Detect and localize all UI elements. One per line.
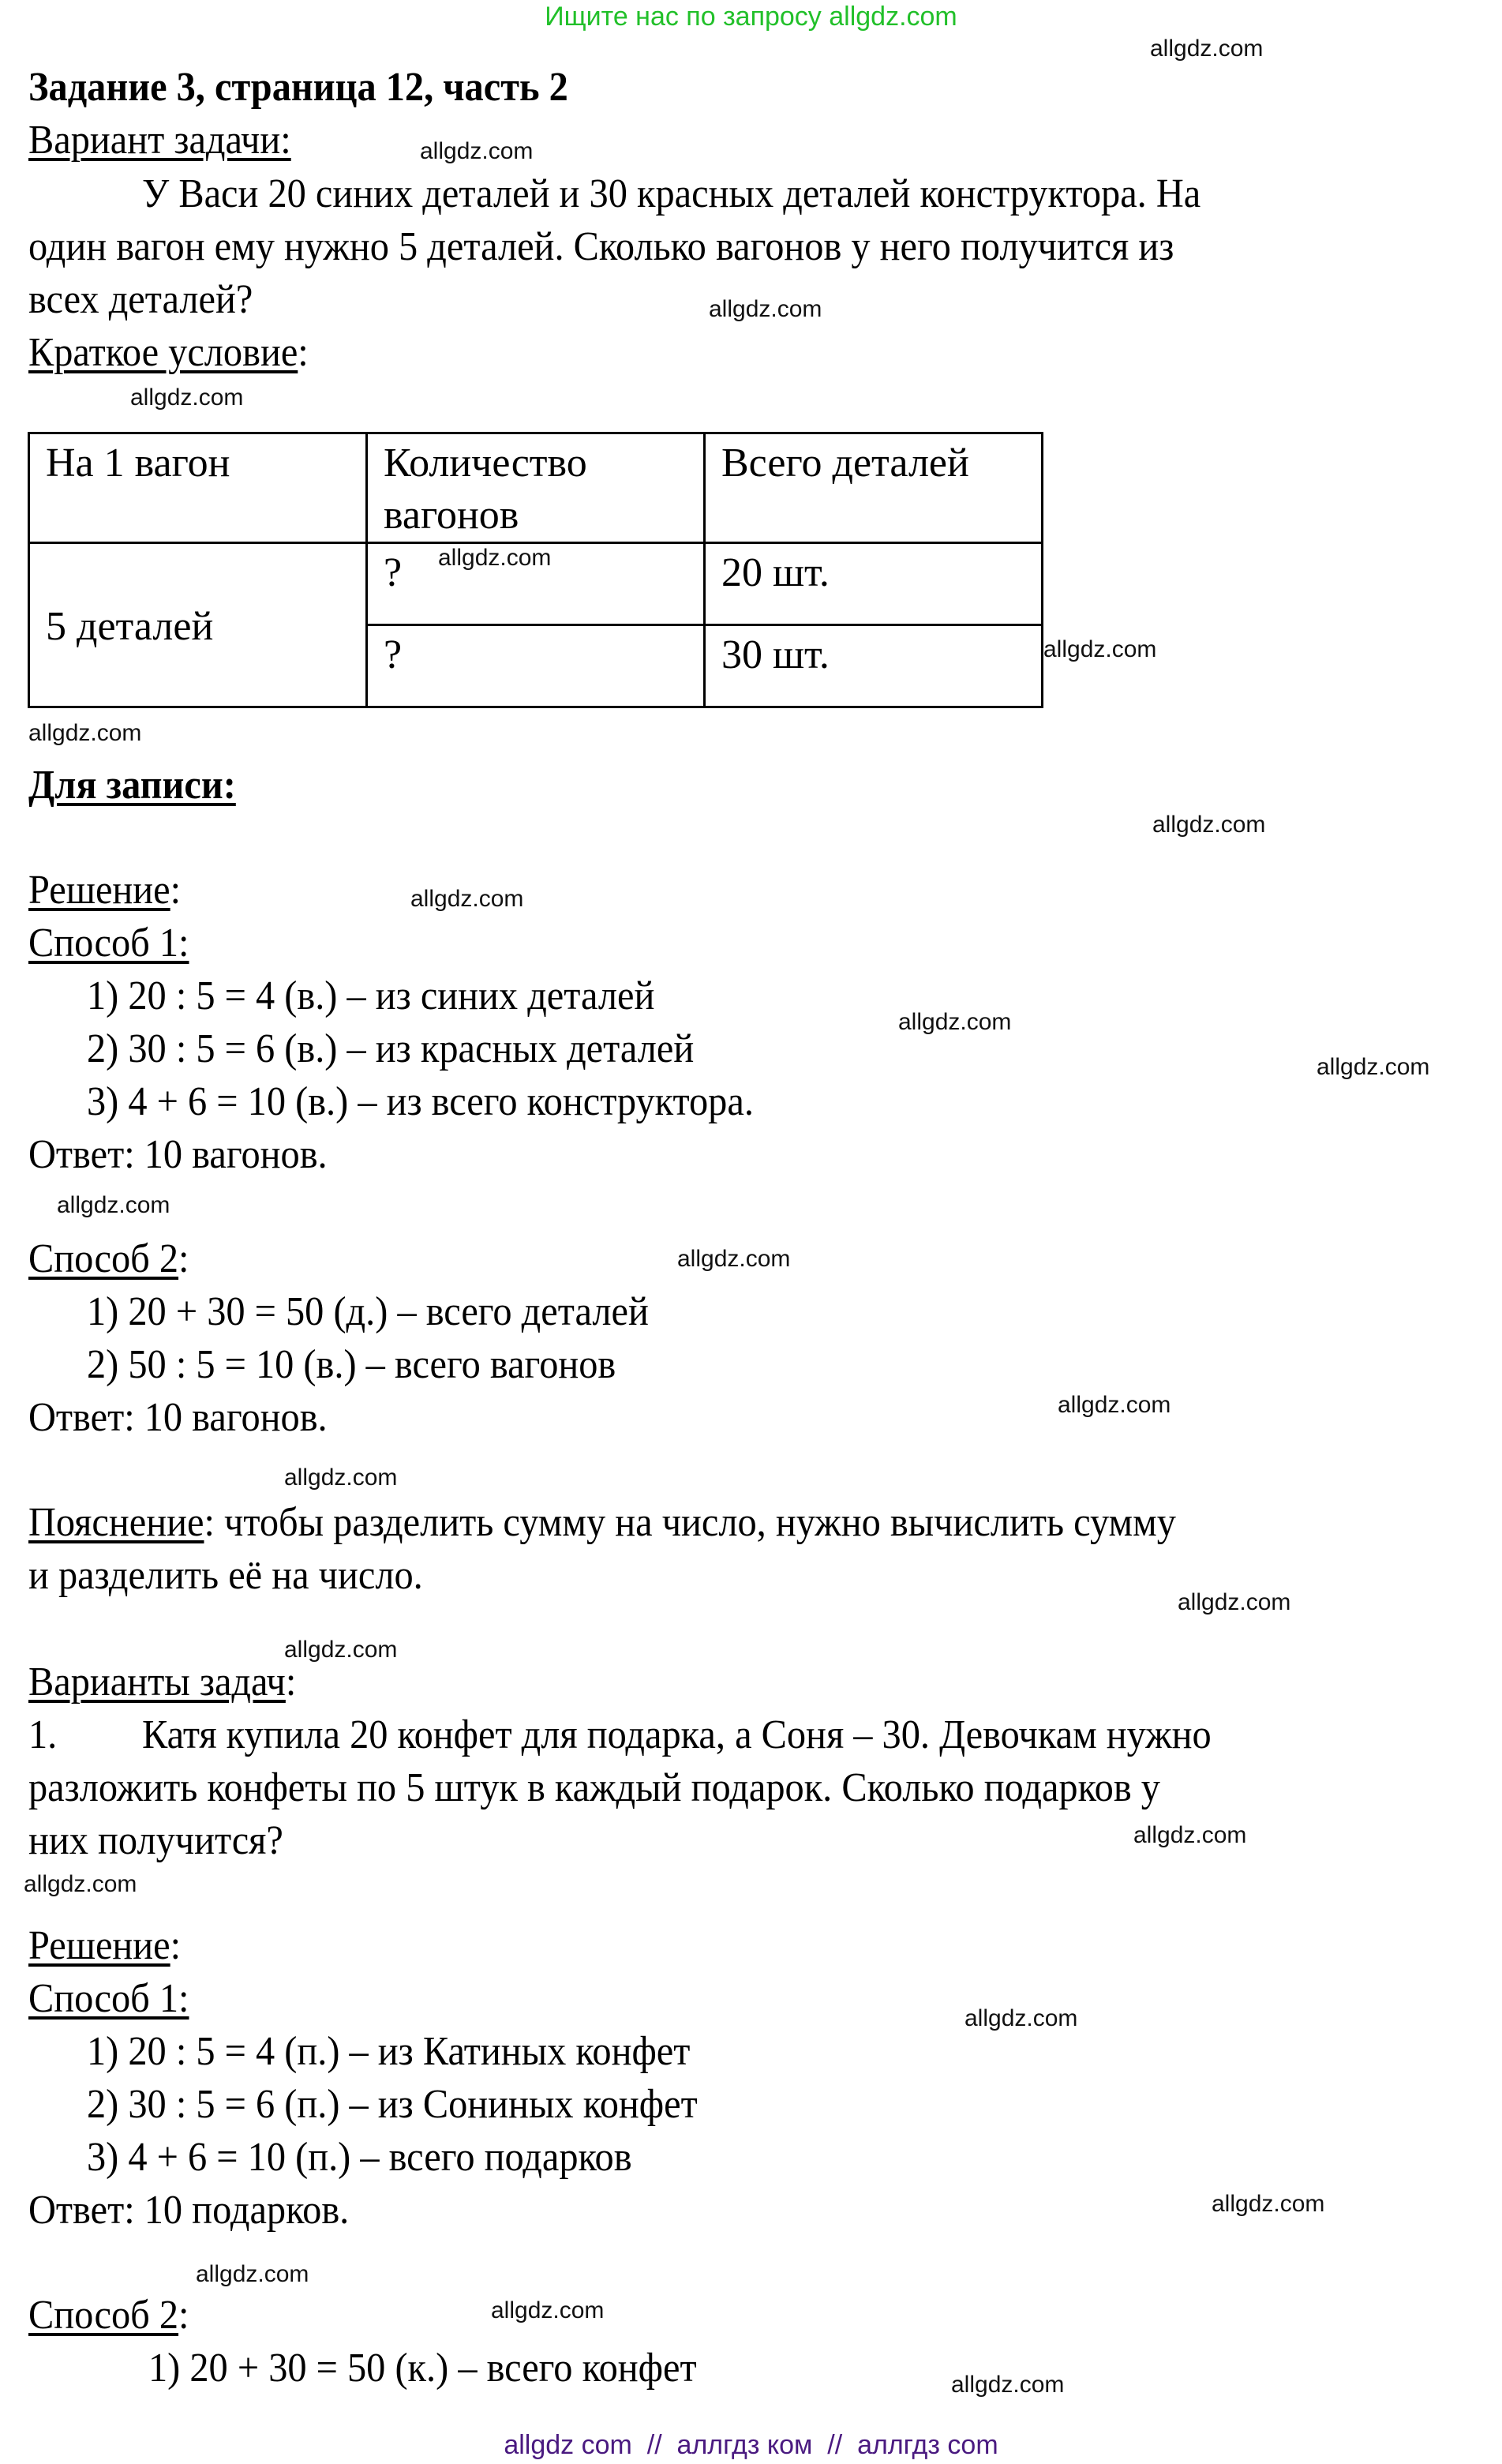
top-banner-link[interactable]: Ищите нас по запросу allgdz.com xyxy=(545,2,957,32)
watermark: allgdz.com xyxy=(709,296,822,322)
table-cell-total: 30 шт. xyxy=(705,625,1043,707)
watermark: allgdz.com xyxy=(1212,2191,1325,2217)
method2-heading-colon: : xyxy=(178,1236,189,1281)
watermark: allgdz.com xyxy=(57,1192,170,1218)
variants-heading-colon: : xyxy=(285,1660,297,1705)
method1-step-3: 3) 4 + 6 = 10 (в.) – из всего конструктора. xyxy=(87,1079,754,1124)
watermark: allgdz.com xyxy=(1152,812,1266,838)
explanation-line-2: и разделить её на число. xyxy=(28,1553,423,1598)
method1-heading: Способ 1: xyxy=(28,921,189,966)
watermark: allgdz.com xyxy=(28,720,142,746)
page-title: Задание 3, страница 12, часть 2 xyxy=(28,65,568,110)
solution2-method2-heading xyxy=(28,2290,189,2342)
solution-heading xyxy=(28,864,181,917)
solution-heading-colon: : xyxy=(170,868,182,913)
method1-answer: Ответ: 10 вагонов. xyxy=(28,1132,328,1177)
watermark: allgdz.com xyxy=(130,384,244,411)
method2-answer: Ответ: 10 вагонов. xyxy=(28,1395,328,1440)
solution2-method2-step-1: 1) 20 + 30 = 50 (к.) – всего конфет xyxy=(148,2346,697,2391)
watermark: allgdz.com xyxy=(951,2372,1065,2398)
solution2-method1-step-2: 2) 30 : 5 = 6 (п.) – из Сониных конфет xyxy=(87,2082,698,2127)
table-header-per-wagon: На 1 вагон xyxy=(29,433,367,543)
table-header-total: Всего деталей xyxy=(705,433,1043,543)
variant-heading: Вариант задачи: xyxy=(28,118,291,163)
task1-line-3: них получится? xyxy=(28,1818,283,1863)
watermark: allgdz.com xyxy=(1150,36,1264,62)
method2-step-1: 1) 20 + 30 = 50 (д.) – всего деталей xyxy=(87,1289,649,1334)
method2-heading xyxy=(28,1233,189,1285)
table-cell-total: 20 шт. xyxy=(705,543,1043,625)
method2-step-2: 2) 50 : 5 = 10 (в.) – всего вагонов xyxy=(87,1342,616,1387)
table-header-row xyxy=(29,433,1043,543)
explanation-line-1 xyxy=(28,1497,1176,1549)
watermark: allgdz.com xyxy=(491,2297,605,2323)
problem-line-2: один вагон ему нужно 5 деталей. Сколько вагонов у него получится из xyxy=(28,224,1174,269)
table-header-count: Количество вагонов xyxy=(367,433,705,543)
table-cell-count: ? xyxy=(367,543,705,625)
condition-table xyxy=(28,432,1043,708)
watermark: allgdz.com xyxy=(1043,636,1157,662)
problem-line-1: У Васи 20 синих деталей и 30 красных деталей конструктора. На xyxy=(142,171,1201,216)
task1-line-1: Катя купила 20 конфет для подарка, а Соня – 30. Девочкам нужно xyxy=(142,1712,1212,1757)
method1-step-2: 2) 30 : 5 = 6 (в.) – из красных деталей xyxy=(87,1026,695,1071)
watermark: allgdz.com xyxy=(420,138,534,164)
solution2-heading xyxy=(28,1920,181,1972)
method2-heading-label: Способ 2 xyxy=(28,1236,179,1281)
watermark: allgdz.com xyxy=(1058,1392,1171,1418)
solution2-method2-heading-colon: : xyxy=(178,2293,189,2338)
solution2-heading-colon: : xyxy=(170,1923,182,1968)
brief-heading xyxy=(28,327,309,379)
watermark: allgdz.com xyxy=(196,2261,309,2287)
solution2-method2-heading-label: Способ 2 xyxy=(28,2293,179,2338)
table-row xyxy=(29,543,1043,625)
watermark: allgdz.com xyxy=(438,545,552,571)
solution2-method1-answer: Ответ: 10 подарков. xyxy=(28,2188,350,2233)
solution2-method1-step-1: 1) 20 : 5 = 4 (п.) – из Катиных конфет xyxy=(87,2029,691,2074)
table-cell-per-wagon: 5 деталей xyxy=(29,543,367,707)
watermark: allgdz.com xyxy=(898,1009,1012,1035)
watermark: allgdz.com xyxy=(24,1871,137,1897)
watermark: allgdz.com xyxy=(284,1465,398,1491)
watermark: allgdz.com xyxy=(1317,1054,1430,1080)
table-cell-count: ? xyxy=(367,625,705,707)
task1-line-2: разложить конфеты по 5 штук в каждый подарок. Сколько подарков у xyxy=(28,1765,1160,1810)
watermark: allgdz.com xyxy=(1178,1589,1291,1615)
record-heading: Для записи: xyxy=(28,763,236,808)
method1-step-1: 1) 20 : 5 = 4 (в.) – из синих деталей xyxy=(87,973,655,1018)
brief-heading-colon: : xyxy=(298,330,309,375)
brief-heading-label: Краткое условие xyxy=(28,330,298,375)
task1-number: 1. xyxy=(28,1712,58,1757)
watermark: allgdz.com xyxy=(1133,1822,1247,1848)
solution2-heading-label: Решение xyxy=(28,1923,170,1968)
variants-heading-label: Варианты задач xyxy=(28,1660,286,1705)
solution2-method1-step-3: 3) 4 + 6 = 10 (п.) – всего подарков xyxy=(87,2135,632,2180)
problem-line-3: всех деталей? xyxy=(28,277,253,322)
watermark: allgdz.com xyxy=(410,886,524,912)
watermark: allgdz.com xyxy=(965,2005,1078,2031)
watermark: allgdz.com xyxy=(284,1637,398,1663)
explanation-text: : чтобы разделить сумму на число, нужно вычислить сумму xyxy=(204,1500,1176,1545)
solution-heading-label: Решение xyxy=(28,868,170,913)
watermark: allgdz.com xyxy=(677,1246,791,1272)
variants-heading xyxy=(28,1656,296,1708)
solution2-method1-heading: Способ 1: xyxy=(28,1976,189,2021)
bottom-banner-link[interactable]: allgdz com // аллгдз ком // аллгдз com xyxy=(504,2430,998,2460)
explanation-label: Пояснение xyxy=(28,1500,204,1545)
